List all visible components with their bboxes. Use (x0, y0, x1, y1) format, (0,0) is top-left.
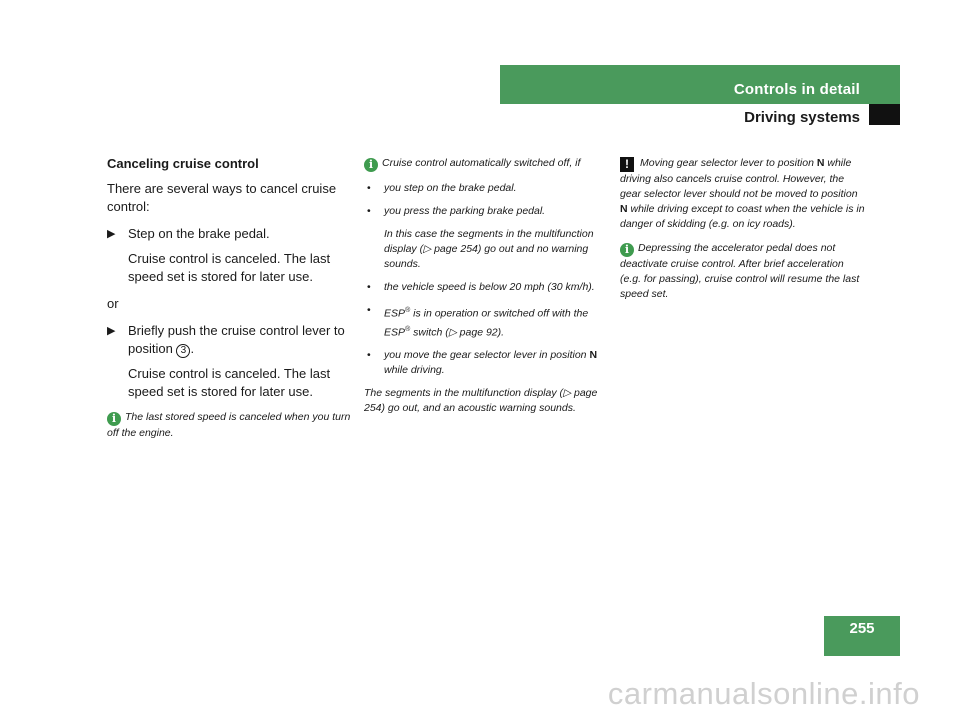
warning-text: Moving gear selector lever to position (640, 157, 817, 169)
arrow-icon: ▶ (107, 228, 116, 240)
list-item (364, 303, 609, 340)
registered-mark: ® (405, 325, 411, 333)
info-icon: i (620, 243, 634, 257)
bullet-icon: • (367, 349, 371, 361)
warning-text: while driving also cancels cruise control. However, the gear selector lever should not be moved to position (620, 157, 858, 200)
list-item (364, 204, 609, 219)
or-text: or (107, 296, 119, 311)
outro-text: The segments in the multifunction display (▷ page 254) go out, and an acoustic warning sounds. (364, 387, 598, 414)
warning-note (620, 156, 865, 232)
note-text: Cruise control automatically switched off, if (382, 157, 581, 169)
note-text: Depressing the accelerator pedal does not deactivate cruise control. After brief acceleration (e.g. for passing), cruise control will resume the last speed set. (620, 242, 860, 300)
step-text-end: . (190, 341, 195, 356)
esp-label: ESP (384, 307, 406, 320)
registered-mark: ® (405, 307, 411, 314)
bullet-icon: • (367, 304, 371, 316)
list-item-text: you press the parking brake pedal. (384, 205, 546, 217)
info-icon: i (107, 412, 121, 426)
list-item-text: is in operation or switched off with the ESP (384, 307, 589, 338)
warning-text: while driving except to coast when the vehicle is in danger of skidding (e.g. on icy roads). (620, 203, 865, 230)
info-note (107, 410, 352, 441)
position-number-badge: 3 (176, 344, 190, 358)
list-item (364, 280, 609, 295)
info-icon: i (364, 158, 378, 172)
list-item-text: you move the gear selector lever in position (384, 349, 590, 361)
column-right (620, 156, 865, 311)
info-note (364, 156, 609, 172)
gear-position-n: N (620, 203, 628, 215)
warning-icon: ! (620, 157, 634, 172)
info-note (620, 241, 865, 302)
list-item-subtext: In this case the segments in the multifunction display (▷ page 254) go out and no warning sounds. (384, 228, 594, 270)
page-number: 255 (824, 616, 900, 656)
list-item-text: the vehicle speed is below 20 mph (30 km/h). (384, 281, 595, 293)
note-text: The last stored speed is canceled when you turn off the engine. (107, 411, 351, 439)
list-item-text: while driving. (384, 364, 445, 376)
bullet-icon: • (367, 182, 371, 194)
list-item-text: switch (▷ page 92). (410, 326, 505, 338)
step-brake (107, 225, 352, 243)
gear-position-n: N (589, 349, 598, 361)
bullet-icon: • (367, 205, 371, 217)
list-item-text: you step on the brake pedal. (384, 182, 517, 194)
watermark: carmanualsonline.info (607, 676, 920, 711)
bullet-icon: • (367, 281, 371, 293)
section-subtitle: Driving systems (744, 109, 860, 126)
header-bar (500, 65, 900, 104)
arrow-icon: ▶ (107, 325, 116, 337)
list-item (364, 348, 609, 378)
step-text: Briefly push the cruise control lever to position (128, 323, 345, 356)
header-marker-block (869, 104, 900, 125)
heading-canceling: Canceling cruise control (107, 156, 259, 171)
section-title: Controls in detail (733, 81, 860, 98)
list-item (364, 181, 609, 196)
column-left (107, 156, 352, 450)
step-result: Cruise control is canceled. The last speed set is stored for later use. (128, 251, 331, 284)
step-text: Step on the brake pedal. (128, 226, 270, 241)
column-middle (364, 156, 609, 425)
step-lever (107, 322, 352, 358)
intro-text: There are several ways to cancel cruise control: (107, 181, 337, 214)
step-result: Cruise control is canceled. The last speed set is stored for later use. (128, 366, 331, 399)
gear-position-n: N (816, 157, 825, 169)
